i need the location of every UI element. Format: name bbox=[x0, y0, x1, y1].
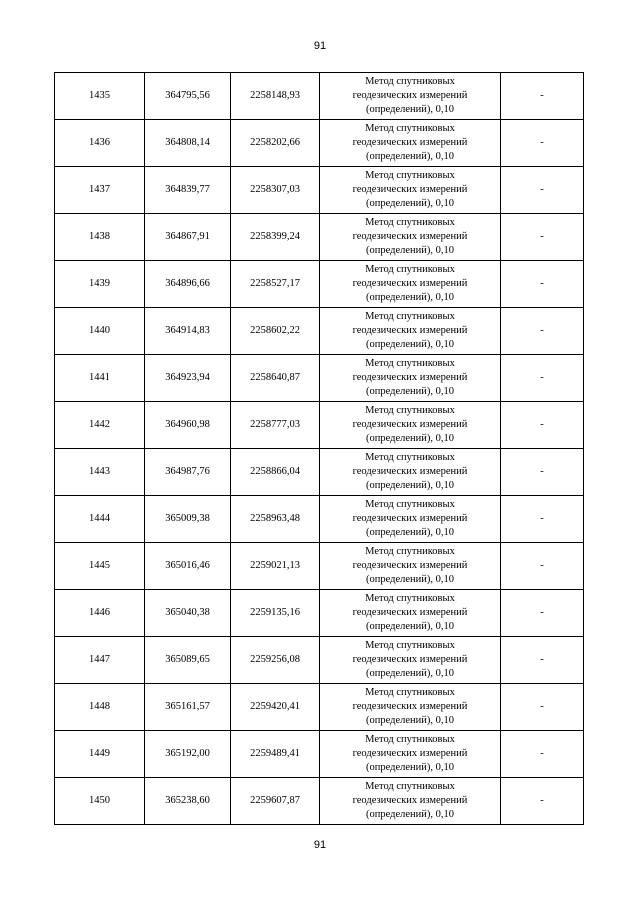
method-cell bbox=[320, 308, 501, 355]
method-line: (определений), 0,10 bbox=[365, 245, 455, 256]
y-coordinate-cell: 2258148,93 bbox=[231, 73, 320, 120]
x-coordinate-cell: 364839,77 bbox=[145, 167, 231, 214]
note-cell: - bbox=[501, 684, 584, 731]
y-coordinate-cell: 2259489,41 bbox=[231, 731, 320, 778]
method-line: (определений), 0,10 bbox=[365, 292, 455, 303]
method-cell bbox=[320, 214, 501, 261]
method-line: (определений), 0,10 bbox=[365, 433, 455, 444]
note-cell: - bbox=[501, 261, 584, 308]
y-coordinate-cell: 2258202,66 bbox=[231, 120, 320, 167]
method-cell bbox=[320, 543, 501, 590]
method-line: геодезических измерений bbox=[352, 607, 468, 618]
method-line: Метод спутниковых bbox=[365, 264, 455, 275]
x-coordinate-cell: 365192,00 bbox=[145, 731, 231, 778]
method-line: (определений), 0,10 bbox=[365, 339, 455, 350]
method-cell bbox=[320, 684, 501, 731]
table-row bbox=[55, 496, 584, 543]
method-cell bbox=[320, 731, 501, 778]
method-line: (определений), 0,10 bbox=[365, 151, 455, 162]
method-line: Метод спутниковых bbox=[365, 781, 455, 792]
method-cell bbox=[320, 167, 501, 214]
method-line: (определений), 0,10 bbox=[365, 809, 455, 820]
table-row bbox=[55, 261, 584, 308]
y-coordinate-cell: 2259021,13 bbox=[231, 543, 320, 590]
method-cell bbox=[320, 355, 501, 402]
method-line: геодезических измерений bbox=[352, 654, 468, 665]
method-line: (определений), 0,10 bbox=[365, 762, 455, 773]
method-cell bbox=[320, 637, 501, 684]
table-row bbox=[55, 684, 584, 731]
method-line: Метод спутниковых bbox=[365, 358, 455, 369]
method-line: (определений), 0,10 bbox=[365, 621, 455, 632]
point-number-cell: 1446 bbox=[55, 590, 145, 637]
note-cell: - bbox=[501, 402, 584, 449]
point-number-cell: 1437 bbox=[55, 167, 145, 214]
y-coordinate-cell: 2258866,04 bbox=[231, 449, 320, 496]
method-line: геодезических измерений bbox=[352, 795, 468, 806]
x-coordinate-cell: 365238,60 bbox=[145, 778, 231, 825]
method-line: Метод спутниковых bbox=[365, 170, 455, 181]
method-cell bbox=[320, 590, 501, 637]
method-cell bbox=[320, 261, 501, 308]
x-coordinate-cell: 364896,66 bbox=[145, 261, 231, 308]
method-line: Метод спутниковых bbox=[365, 593, 455, 604]
y-coordinate-cell: 2258963,48 bbox=[231, 496, 320, 543]
point-number-cell: 1440 bbox=[55, 308, 145, 355]
x-coordinate-cell: 364960,98 bbox=[145, 402, 231, 449]
note-cell: - bbox=[501, 120, 584, 167]
method-cell bbox=[320, 402, 501, 449]
y-coordinate-cell: 2259256,08 bbox=[231, 637, 320, 684]
coordinates-table-body bbox=[55, 73, 584, 825]
y-coordinate-cell: 2258640,87 bbox=[231, 355, 320, 402]
coordinates-table bbox=[54, 72, 584, 825]
table-row bbox=[55, 778, 584, 825]
method-cell bbox=[320, 778, 501, 825]
table-row bbox=[55, 637, 584, 684]
method-line: (определений), 0,10 bbox=[365, 715, 455, 726]
table-row bbox=[55, 167, 584, 214]
point-number-cell: 1435 bbox=[55, 73, 145, 120]
table-row bbox=[55, 543, 584, 590]
note-cell: - bbox=[501, 355, 584, 402]
point-number-cell: 1443 bbox=[55, 449, 145, 496]
table-row bbox=[55, 355, 584, 402]
point-number-cell: 1439 bbox=[55, 261, 145, 308]
table-row bbox=[55, 731, 584, 778]
method-line: (определений), 0,10 bbox=[365, 480, 455, 491]
method-line: Метод спутниковых bbox=[365, 499, 455, 510]
method-line: геодезических измерений bbox=[352, 90, 468, 101]
point-number-cell: 1450 bbox=[55, 778, 145, 825]
method-line: Метод спутниковых bbox=[365, 311, 455, 322]
note-cell: - bbox=[501, 543, 584, 590]
note-cell: - bbox=[501, 73, 584, 120]
method-line: Метод спутниковых bbox=[365, 640, 455, 651]
x-coordinate-cell: 365161,57 bbox=[145, 684, 231, 731]
method-line: (определений), 0,10 bbox=[365, 527, 455, 538]
table-row bbox=[55, 590, 584, 637]
table-row bbox=[55, 120, 584, 167]
method-line: Метод спутниковых bbox=[365, 546, 455, 557]
method-line: Метод спутниковых bbox=[365, 687, 455, 698]
method-line: (определений), 0,10 bbox=[365, 668, 455, 679]
method-line: геодезических измерений bbox=[352, 184, 468, 195]
method-line: Метод спутниковых bbox=[365, 734, 455, 745]
method-line: геодезических измерений bbox=[352, 466, 468, 477]
method-line: геодезических измерений bbox=[352, 137, 468, 148]
y-coordinate-cell: 2258777,03 bbox=[231, 402, 320, 449]
page-number-top: 91 bbox=[313, 40, 327, 52]
method-line: (определений), 0,10 bbox=[365, 198, 455, 209]
method-line: (определений), 0,10 bbox=[365, 386, 455, 397]
note-cell: - bbox=[501, 214, 584, 261]
method-cell bbox=[320, 120, 501, 167]
method-cell bbox=[320, 449, 501, 496]
page-number-bottom: 91 bbox=[313, 839, 327, 851]
table-row bbox=[55, 73, 584, 120]
method-line: геодезических измерений bbox=[352, 560, 468, 571]
point-number-cell: 1444 bbox=[55, 496, 145, 543]
x-coordinate-cell: 364914,83 bbox=[145, 308, 231, 355]
method-line: геодезических измерений bbox=[352, 372, 468, 383]
method-line: геодезических измерений bbox=[352, 278, 468, 289]
note-cell: - bbox=[501, 496, 584, 543]
method-line: (определений), 0,10 bbox=[365, 574, 455, 585]
x-coordinate-cell: 364808,14 bbox=[145, 120, 231, 167]
note-cell: - bbox=[501, 731, 584, 778]
method-cell bbox=[320, 496, 501, 543]
method-line: геодезических измерений bbox=[352, 748, 468, 759]
method-line: геодезических измерений bbox=[352, 325, 468, 336]
point-number-cell: 1436 bbox=[55, 120, 145, 167]
x-coordinate-cell: 364923,94 bbox=[145, 355, 231, 402]
note-cell: - bbox=[501, 637, 584, 684]
point-number-cell: 1445 bbox=[55, 543, 145, 590]
method-cell bbox=[320, 73, 501, 120]
x-coordinate-cell: 365089,65 bbox=[145, 637, 231, 684]
method-line: Метод спутниковых bbox=[365, 123, 455, 134]
method-line: геодезических измерений bbox=[352, 231, 468, 242]
x-coordinate-cell: 365016,46 bbox=[145, 543, 231, 590]
note-cell: - bbox=[501, 449, 584, 496]
y-coordinate-cell: 2259135,16 bbox=[231, 590, 320, 637]
table-row bbox=[55, 402, 584, 449]
x-coordinate-cell: 365040,38 bbox=[145, 590, 231, 637]
note-cell: - bbox=[501, 590, 584, 637]
note-cell: - bbox=[501, 778, 584, 825]
y-coordinate-cell: 2259420,41 bbox=[231, 684, 320, 731]
method-line: Метод спутниковых bbox=[365, 452, 455, 463]
y-coordinate-cell: 2258399,24 bbox=[231, 214, 320, 261]
method-line: (определений), 0,10 bbox=[365, 104, 455, 115]
method-line: Метод спутниковых bbox=[365, 76, 455, 87]
point-number-cell: 1448 bbox=[55, 684, 145, 731]
table-row bbox=[55, 214, 584, 261]
y-coordinate-cell: 2258527,17 bbox=[231, 261, 320, 308]
method-line: геодезических измерений bbox=[352, 419, 468, 430]
table-row bbox=[55, 308, 584, 355]
method-line: геодезических измерений bbox=[352, 513, 468, 524]
method-line: Метод спутниковых bbox=[365, 405, 455, 416]
note-cell: - bbox=[501, 167, 584, 214]
point-number-cell: 1447 bbox=[55, 637, 145, 684]
y-coordinate-cell: 2258307,03 bbox=[231, 167, 320, 214]
x-coordinate-cell: 364795,56 bbox=[145, 73, 231, 120]
y-coordinate-cell: 2258602,22 bbox=[231, 308, 320, 355]
x-coordinate-cell: 364987,76 bbox=[145, 449, 231, 496]
method-line: Метод спутниковых bbox=[365, 217, 455, 228]
method-line: геодезических измерений bbox=[352, 701, 468, 712]
point-number-cell: 1441 bbox=[55, 355, 145, 402]
y-coordinate-cell: 2259607,87 bbox=[231, 778, 320, 825]
point-number-cell: 1449 bbox=[55, 731, 145, 778]
note-cell: - bbox=[501, 308, 584, 355]
x-coordinate-cell: 365009,38 bbox=[145, 496, 231, 543]
point-number-cell: 1442 bbox=[55, 402, 145, 449]
point-number-cell: 1438 bbox=[55, 214, 145, 261]
x-coordinate-cell: 364867,91 bbox=[145, 214, 231, 261]
table-row bbox=[55, 449, 584, 496]
